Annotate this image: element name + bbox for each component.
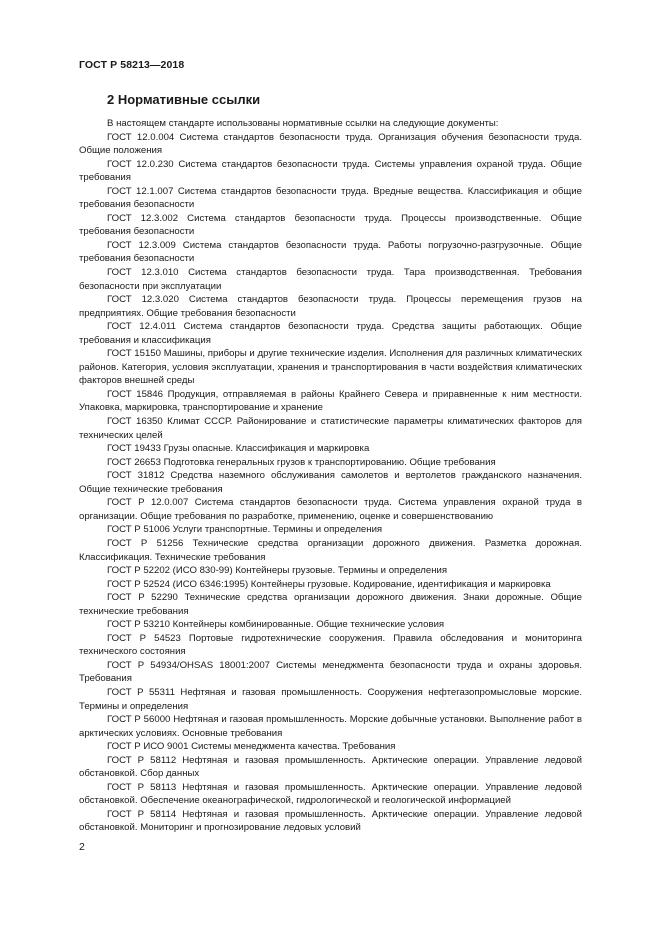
references-list [79, 117, 582, 835]
reference-item: ГОСТ 31812 Средства наземного обслуживания самолетов и вертолетов гражданского назначения. Общие технические требования [79, 470, 582, 495]
reference-item: ГОСТ Р 51256 Технические средства организации дорожного движения. Разметка дорожная. Классификация. Технические требования [79, 537, 582, 563]
reference-item: ГОСТ Р 58112 Нефтяная и газовая промышленность. Арктические операции. Управление ледовой обстановкой. Сбор данных [79, 754, 582, 780]
reference-item: ГОСТ Р 52524 (ИСО 6346:1995) Контейнеры грузовые. Кодирование, идентификация и маркировка [107, 578, 551, 590]
reference-item: ГОСТ 12.0.004 Система стандартов безопасности труда. Организация обучения безопасности труда. Общие положения [79, 131, 582, 157]
reference-item: ГОСТ 19433 Грузы опасные. Классификация и маркировка [107, 443, 370, 455]
reference-item: ГОСТ 12.3.009 Система стандартов безопасности труда. Работы погрузочно-разгрузочные. Общие требования безопасности [79, 239, 582, 265]
reference-item: ГОСТ Р ИСО 9001 Системы менеджмента качества. Требования [107, 741, 396, 753]
reference-item: ГОСТ Р 53210 Контейнеры комбинированные. Общие технические условия [107, 619, 445, 631]
reference-item: ГОСТ 26653 Подготовка генеральных грузов к транспортированию. Общие требования [107, 456, 496, 468]
reference-item: ГОСТ Р 54523 Портовые гидротехнические сооружения. Правила обследования и мониторинга технического состояния [79, 632, 582, 658]
reference-item: ГОСТ Р 55311 Нефтяная и газовая промышленность. Сооружения нефтегазопромысловые морские. Термины и определения [79, 686, 582, 712]
reference-item: ГОСТ 16350 Климат СССР. Районирование и статистические параметры климатических факторов для технических целей [79, 416, 582, 441]
reference-item: ГОСТ Р 51006 Услуги транспортные. Термины и определения [107, 524, 383, 536]
reference-item: ГОСТ Р 52202 (ИСО 830-99) Контейнеры грузовые. Термины и определения [107, 565, 448, 577]
page-number: 2 [79, 841, 85, 853]
section-title: 2 Нормативные ссылки [107, 92, 261, 107]
reference-item: ГОСТ Р 56000 Нефтяная и газовая промышленность. Морские добычные установки. Выполнение работ в арктических условиях. Основные требования [79, 714, 582, 739]
reference-item: ГОСТ Р 58113 Нефтяная и газовая промышленность. Арктические операции. Управление ледовой обстановкой. Обеспечение океанографической, гидрологической и геологической информацией [79, 781, 582, 807]
reference-item: ГОСТ 12.3.010 Система стандартов безопасности труда. Тара производственная. Требования безопасности при эксплуатации [79, 267, 582, 292]
reference-item: ГОСТ Р 54934/OHSAS 18001:2007 Системы менеджмента безопасности труда и охраны здоровья. Требования [79, 659, 582, 685]
reference-item: ГОСТ 12.4.011 Система стандартов безопасности труда. Средства защиты работающих. Общие требования и классификация [79, 321, 582, 346]
reference-item: ГОСТ Р 52290 Технические средства организации дорожного движения. Знаки дорожные. Общие технические требования [79, 592, 582, 617]
reference-item: ГОСТ Р 12.0.007 Система стандартов безопасности труда. Система управления охраной труда в организации. Общие требования по разработке, применению, оценке и совершенствованию [79, 497, 582, 522]
reference-item: ГОСТ 12.1.007 Система стандартов безопасности труда. Вредные вещества. Классификация и общие требования безопасности [79, 185, 582, 211]
reference-item: ГОСТ Р 58114 Нефтяная и газовая промышленность. Арктические операции. Управление ледовой обстановкой. Мониторинг и прогнозирование ледовых условий [79, 808, 582, 834]
reference-item: ГОСТ 12.3.020 Система стандартов безопасности труда. Процессы перемещения грузов на предприятиях. Общие требования безопасности [79, 294, 582, 319]
reference-item: ГОСТ 12.0.230 Система стандартов безопасности труда. Системы управления охраной труда. Общие требования [79, 158, 582, 184]
reference-item: ГОСТ 15150 Машины, приборы и другие технические изделия. Исполнения для различных климатических районов. Категория, условия эксплуатации, хранения и транспортирования в части воздействия климатических факторов внешней среды [79, 348, 582, 387]
reference-item: ГОСТ 12.3.002 Система стандартов безопасности труда. Процессы производственные. Общие требования безопасности [79, 212, 582, 238]
document-code-header: ГОСТ Р 58213—2018 [79, 59, 185, 71]
intro-paragraph: В настоящем стандарте использованы нормативные ссылки на следующие документы: [107, 118, 499, 129]
reference-item: ГОСТ 15846 Продукция, отправляемая в районы Крайнего Севера и приравненные к ним местности. Упаковка, маркировка, транспортирование и хранение [79, 388, 582, 414]
